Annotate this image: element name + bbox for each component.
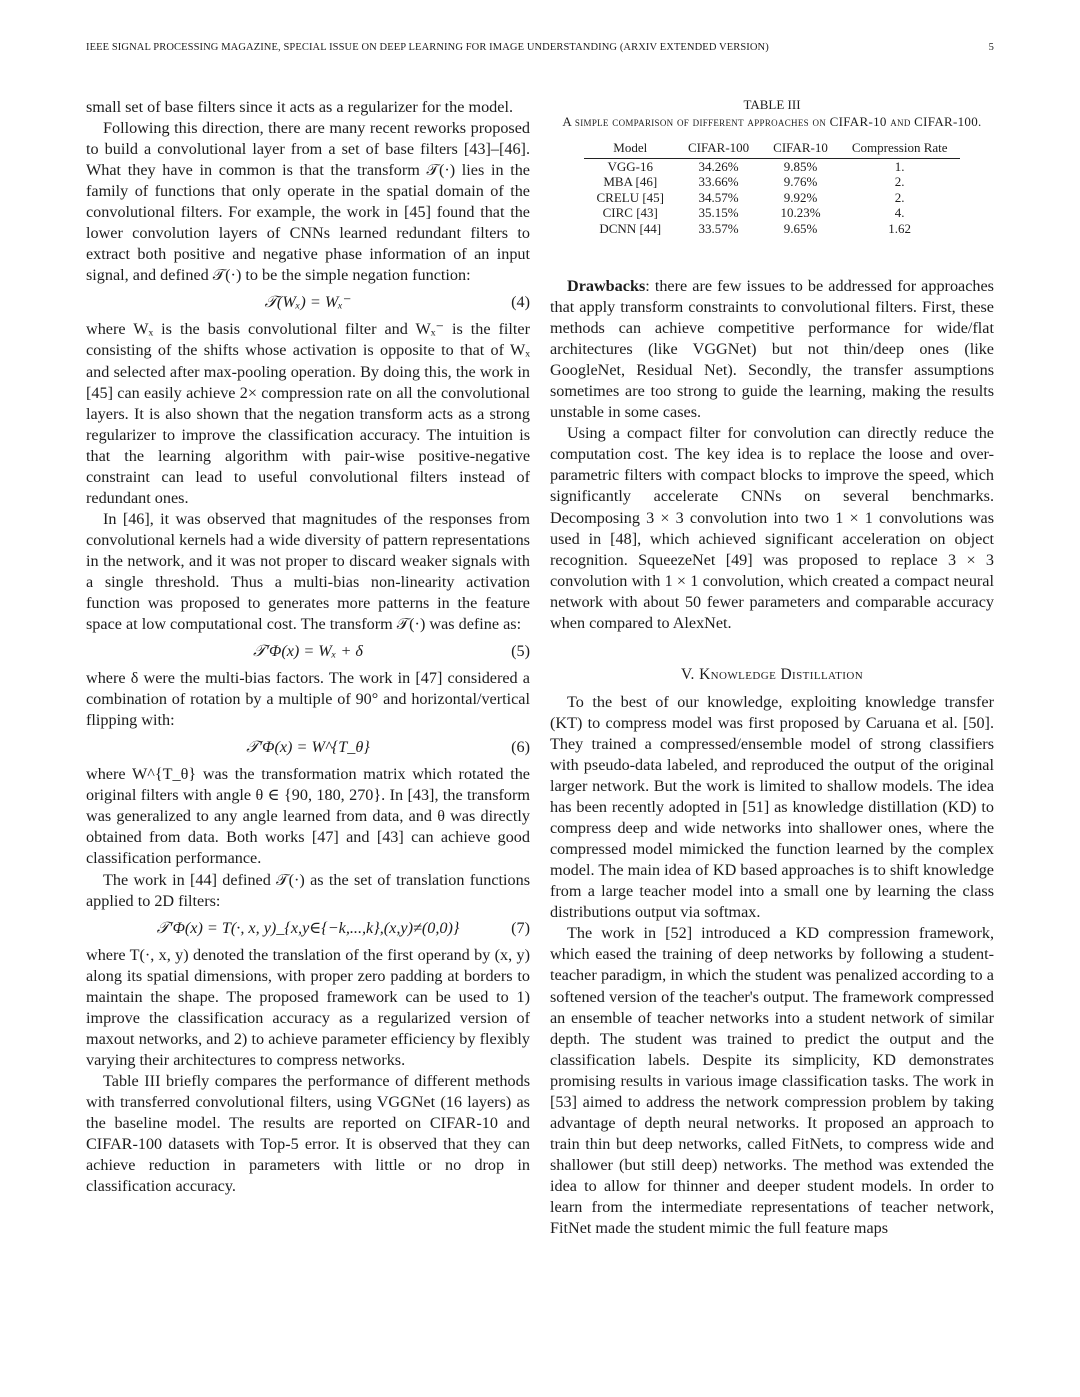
table-caption xyxy=(550,114,994,131)
column-header: CIFAR-100 xyxy=(676,138,761,158)
table-caption-text: A simple comparison of different approaches on CIFAR-10 and CIFAR-100. xyxy=(562,113,982,129)
table-label: TABLE III xyxy=(743,97,801,112)
comparison-table xyxy=(584,138,959,236)
equation-number: (6) xyxy=(511,738,530,757)
table-row xyxy=(584,205,959,221)
table-cell: 1. xyxy=(894,158,905,174)
equation-4 xyxy=(86,292,530,313)
equation-expression: 𝒯′Φ(x) = Wₓ + δ xyxy=(253,642,363,661)
paragraph: where W^{T_θ} was the transformation matrix which rotated the original filters with angle θ ∈ {90, 180, 270}. In [43], the transform was generalized to any angle learned from data, and θ was directly obtained from data. Both works [47] and [43] can achieve good classification performance. xyxy=(86,765,530,868)
table-cell: 10.23% xyxy=(780,205,821,220)
table-cell: 9.92% xyxy=(783,189,818,205)
table-cell: 33.57% xyxy=(698,220,739,236)
equation-number: (7) xyxy=(511,918,530,937)
table-cell: MBA [46] xyxy=(603,174,658,189)
table-header-row xyxy=(584,138,959,158)
table-cell: 34.57% xyxy=(698,189,739,205)
equation-7 xyxy=(86,918,530,939)
paragraph: The work in [44] defined 𝒯(·) as the set of translation functions applied to 2D filters: xyxy=(86,870,530,910)
drawbacks-label: Drawbacks xyxy=(567,277,646,295)
header-title: IEEE SIGNAL PROCESSING MAGAZINE, SPECIAL ISSUE ON DEEP LEARNING FOR IMAGE UNDERSTANDING (ARXIV EXTENDED VERSION) xyxy=(86,42,769,53)
equation-expression: 𝒯′Φ(x) = T(·, x, y)_{x,y∈{−k,...,k},(x,y)≠(0,0)} xyxy=(156,918,460,937)
table-cell: 4. xyxy=(894,205,905,220)
paragraph: The work in [52] introduced a KD compression framework, which eased the training of deep networks by following a student-teacher paradigm, in which the student was penalized according to a softened version of the teacher's output. The framework compressed an ensemble of teacher networks into a student network of similar depth. The student was trained to predict the output and the classification labels. Despite its simplicity, KD demonstrates promising results in various image classification tasks. The work in [53] aimed to address the network compression problem by taking advantage of depth neural networks. It proposed an approach to train thin but deep networks, called FitNets, to compress wide and shallower (but still deep) networks. The method was extended the idea to allow for thinner and deeper student models. In order to learn from the intermediate representations of teacher network, FitNet made the student mimic the full feature maps xyxy=(550,924,994,1238)
section-title xyxy=(550,664,994,685)
table-cell: 1.62 xyxy=(888,220,912,236)
table-row xyxy=(584,158,959,174)
equation-expression: 𝒯′Φ(x) = W^{T_θ} xyxy=(246,738,370,757)
page-number: 5 xyxy=(988,42,994,53)
paragraph: Using a compact filter for convolution can directly reduce the computation cost. The key idea is to replace the loose and over-parametric filters with compact blocks to improve the speed, which significantly accelerate CNNs on several benchmarks. Decomposing 3 × 3 convolution into two 1 × 1 convolutions was used in [48], which achieved significant acceleration on object recognition. SqueezeNet [49] was proposed to replace 3 × 3 convolution with 1 × 1 convolution, which created a compact neural network with about 50 fewer parameters and comparable accuracy when compared to AlexNet. xyxy=(550,424,994,632)
column-header: CIFAR-10 xyxy=(761,138,840,158)
table-cell: 2. xyxy=(894,189,905,205)
table-cell: CIRC [43] xyxy=(602,205,658,220)
table-cell: 34.26% xyxy=(698,158,739,174)
paragraph: where Wₓ is the basis convolutional filter and Wₓ⁻ is the filter consisting of the shifts whose activation is opposite to that of Wₓ and selected after max-pooling operation. By doing this, the work in [45] can easily achieve 2× compression rate on all the convolutional layers. It is also shown that the negation transform acts as a strong regularizer to improve the classification accuracy. The intuition is that the learning algorithm with pair-wise positive-negative constraint can lead to useful convolutional filters instead of redundant ones. xyxy=(86,320,530,507)
drawbacks-text: : there are few issues to be addressed for approaches that apply transform constraints to convolutional filters. First, these methods can achieve competitive performance for wide/flat architectures (like VGGNet) but not thin/deep ones (like GoogleNet, Residual Net). Secondly, the transfer assumptions sometimes are too strong to guide the learning, making the results unstable in some cases. xyxy=(550,277,994,422)
table-row xyxy=(584,221,959,237)
table-cell: 2. xyxy=(894,174,905,189)
paragraph: Following this direction, there are many recent reworks proposed to build a convolutional layer from a set of base filters [43]–[46]. What they have in common is that the transform 𝒯(·) lies in the family of functions that only operate in the spatial domain of the convolutional filters. For example, the work in [45] found that the lower convolution layers of CNNs learned redundant filters to extract both positive and negative phase information of an input signal, and defined 𝒯(·) to be the simple negation function: xyxy=(86,119,530,285)
paragraph: where T(·, x, y) denoted the translation of the first operand by (x, y) along its spatial dimensions, with proper zero padding at borders to maintain the shape. The proposed framework can be used to 1) improve the classification accuracy as a regularized version of maxout networks, and 2) to achieve parameter efficiency by flexibly varying their architectures to compress networks. xyxy=(86,945,530,1069)
left-column xyxy=(86,97,530,1197)
table-cell: CRELU [45] xyxy=(596,189,665,205)
table-cell: 35.15% xyxy=(698,205,739,220)
equation-expression: 𝒯(Wₓ) = Wₓ⁻ xyxy=(264,293,352,312)
paragraph: To the best of our knowledge, exploiting knowledge transfer (KT) to compress model was first proposed by Caruana et al. [50]. They trained a compressed/ensemble model of strong classifiers with pseudo-data labeled, and reproduced the output of the original larger network. But the work is limited to shallow models. The idea has been recently adopted in [51] as knowledge distillation (KD) to compress deep and wide networks into shallower ones, where the compressed model mimicked the function learned by the complex model. The main idea of KD based approaches is to shift knowledge from a large teacher model into a small one by learning the class distributions output via softmax. xyxy=(550,692,994,922)
table-row xyxy=(584,174,959,190)
table-cell: 9.76% xyxy=(783,174,818,189)
equation-number: (4) xyxy=(511,293,530,312)
section-title-text: V. Knowledge Distillation xyxy=(680,665,864,683)
table-cell: 33.66% xyxy=(698,174,739,189)
table-cell: DCNN [44] xyxy=(599,220,662,236)
right-column xyxy=(550,97,994,1239)
equation-6 xyxy=(86,737,530,758)
equation-5 xyxy=(86,641,530,662)
paragraph: small set of base filters since it acts as a regularizer for the model. xyxy=(86,98,514,116)
table-row xyxy=(584,190,959,206)
paragraph: Table III briefly compares the performance of different methods with transferred convolutional filters, using VGGNet (16 layers) as the baseline model. The results are reported on CIFAR-10 and CIFAR-100 datasets with Top-5 error. It is observed that they can achieve reduction in parameters with little or no drop in classification accuracy. xyxy=(86,1071,530,1196)
running-header xyxy=(86,42,994,60)
paragraph xyxy=(550,276,994,423)
table-cell: 9.85% xyxy=(783,158,818,174)
equation-number: (5) xyxy=(511,642,530,661)
paragraph: In [46], it was observed that magnitudes of the responses from convolutional kernels had a wide diversity of pattern representations in the network, and it was not proper to discard weaker signals with a single threshold. Thus a multi-bias non-linearity activation function was proposed to generates more patterns in the feature space at low computational cost. The transform 𝒯(·) was define as: xyxy=(86,509,530,634)
table-cell: VGG-16 xyxy=(607,158,653,174)
column-header: Model xyxy=(584,138,676,158)
column-header: Compression Rate xyxy=(840,138,960,158)
table-cell: 9.65% xyxy=(783,220,818,236)
paragraph: where δ were the multi-bias factors. The work in [47] considered a combination of rotation by a multiple of 90° and horizontal/vertical flipping with: xyxy=(86,669,530,730)
